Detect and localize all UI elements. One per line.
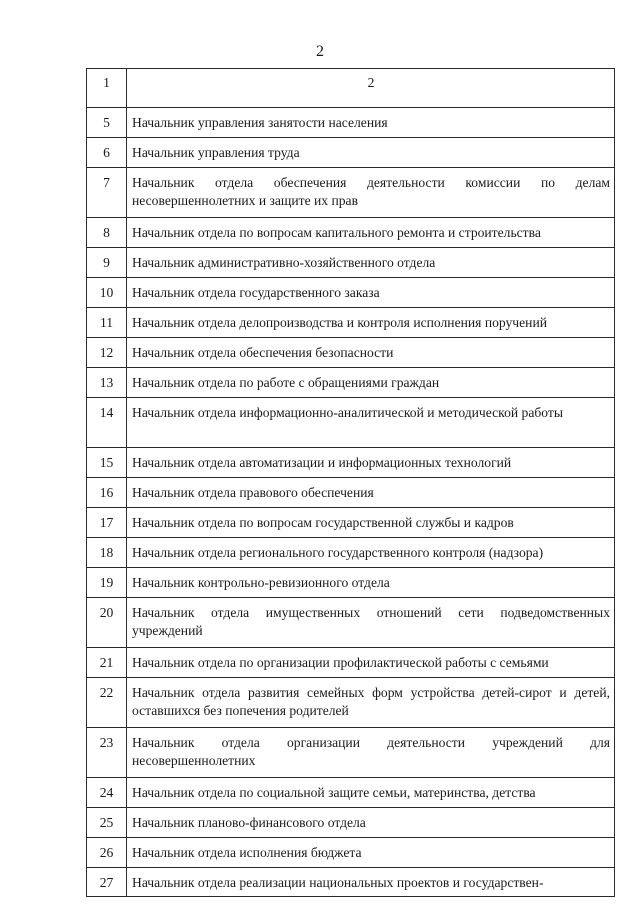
positions-table-body bbox=[87, 69, 615, 897]
row-number-cell: 27 bbox=[87, 868, 127, 897]
table-row bbox=[87, 138, 615, 168]
table-row bbox=[87, 248, 615, 278]
row-number-cell: 25 bbox=[87, 808, 127, 838]
position-title-cell: Начальник контрольно-ревизионного отдела bbox=[127, 568, 615, 598]
position-title-cell: Начальник отдела имущественных отношений сети подведомственных учреждений bbox=[127, 598, 615, 648]
table-row bbox=[87, 778, 615, 808]
position-title-cell: Начальник отдела по организации профилактической работы с семьями bbox=[127, 648, 615, 678]
header-number-cell: 1 bbox=[87, 69, 127, 108]
table-row bbox=[87, 808, 615, 838]
position-title-cell: Начальник отдела регионального государственного контроля (надзора) bbox=[127, 538, 615, 568]
position-title-cell: Начальник отдела исполнения бюджета bbox=[127, 838, 615, 868]
table-row bbox=[87, 568, 615, 598]
table-row bbox=[87, 508, 615, 538]
position-title-cell: Начальник отдела реализации национальных проектов и государствен- bbox=[127, 868, 615, 897]
page-number: 2 bbox=[316, 43, 324, 60]
row-number-cell: 14 bbox=[87, 398, 127, 448]
row-number-cell: 8 bbox=[87, 218, 127, 248]
position-title-cell: Начальник отдела по вопросам государственной службы и кадров bbox=[127, 508, 615, 538]
table-row bbox=[87, 368, 615, 398]
row-number-cell: 11 bbox=[87, 308, 127, 338]
row-number-cell: 10 bbox=[87, 278, 127, 308]
position-title-cell: Начальник отдела обеспечения безопасности bbox=[127, 338, 615, 368]
row-number-cell: 26 bbox=[87, 838, 127, 868]
position-title-cell: Начальник отдела обеспечения деятельности комиссии по делам несовершеннолетних и защите их прав bbox=[127, 168, 615, 218]
table-row bbox=[87, 538, 615, 568]
position-title-cell: Начальник отдела правового обеспечения bbox=[127, 478, 615, 508]
table-row bbox=[87, 218, 615, 248]
table-row bbox=[87, 598, 615, 648]
table-row bbox=[87, 168, 615, 218]
row-number-cell: 15 bbox=[87, 448, 127, 478]
table-row bbox=[87, 478, 615, 508]
position-title-cell: Начальник отдела по вопросам капитального ремонта и строительства bbox=[127, 218, 615, 248]
position-title-cell: Начальник отдела организации деятельности учреждений для несовершеннолетних bbox=[127, 728, 615, 778]
position-title-cell: Начальник отдела государственного заказа bbox=[127, 278, 615, 308]
position-title-cell: Начальник отдела автоматизации и информационных технологий bbox=[127, 448, 615, 478]
row-number-cell: 18 bbox=[87, 538, 127, 568]
position-title-cell: Начальник управления труда bbox=[127, 138, 615, 168]
row-number-cell: 13 bbox=[87, 368, 127, 398]
row-number-cell: 24 bbox=[87, 778, 127, 808]
table-row bbox=[87, 338, 615, 368]
row-number-cell: 5 bbox=[87, 108, 127, 138]
table-row bbox=[87, 278, 615, 308]
row-number-cell: 21 bbox=[87, 648, 127, 678]
row-number-cell: 22 bbox=[87, 678, 127, 728]
table-row bbox=[87, 448, 615, 478]
table-row bbox=[87, 308, 615, 338]
table-row bbox=[87, 728, 615, 778]
position-title-cell: Начальник отдела по социальной защите семьи, материнства, детства bbox=[127, 778, 615, 808]
position-title-cell: Начальник отдела развития семейных форм устройства детей-сирот и детей, оставшихся без попечения родителей bbox=[127, 678, 615, 728]
position-title-cell: Начальник отдела по работе с обращениями граждан bbox=[127, 368, 615, 398]
table-header-row bbox=[87, 69, 615, 108]
row-number-cell: 7 bbox=[87, 168, 127, 218]
row-number-cell: 16 bbox=[87, 478, 127, 508]
table-row bbox=[87, 678, 615, 728]
table-row bbox=[87, 868, 615, 897]
position-title-cell: Начальник планово-финансового отдела bbox=[127, 808, 615, 838]
position-title-cell: Начальник административно-хозяйственного отдела bbox=[127, 248, 615, 278]
row-number-cell: 23 bbox=[87, 728, 127, 778]
row-number-cell: 17 bbox=[87, 508, 127, 538]
table-row bbox=[87, 398, 615, 448]
row-number-cell: 20 bbox=[87, 598, 127, 648]
position-title-cell: Начальник отдела делопроизводства и контроля исполнения поручений bbox=[127, 308, 615, 338]
table-row bbox=[87, 108, 615, 138]
header-text-cell: 2 bbox=[127, 69, 615, 108]
position-title-cell: Начальник управления занятости населения bbox=[127, 108, 615, 138]
table-row bbox=[87, 838, 615, 868]
row-number-cell: 12 bbox=[87, 338, 127, 368]
row-number-cell: 9 bbox=[87, 248, 127, 278]
positions-table bbox=[86, 68, 615, 897]
table-row bbox=[87, 648, 615, 678]
position-title-cell: Начальник отдела информационно-аналитической и методической работы bbox=[127, 398, 615, 448]
row-number-cell: 19 bbox=[87, 568, 127, 598]
row-number-cell: 6 bbox=[87, 138, 127, 168]
